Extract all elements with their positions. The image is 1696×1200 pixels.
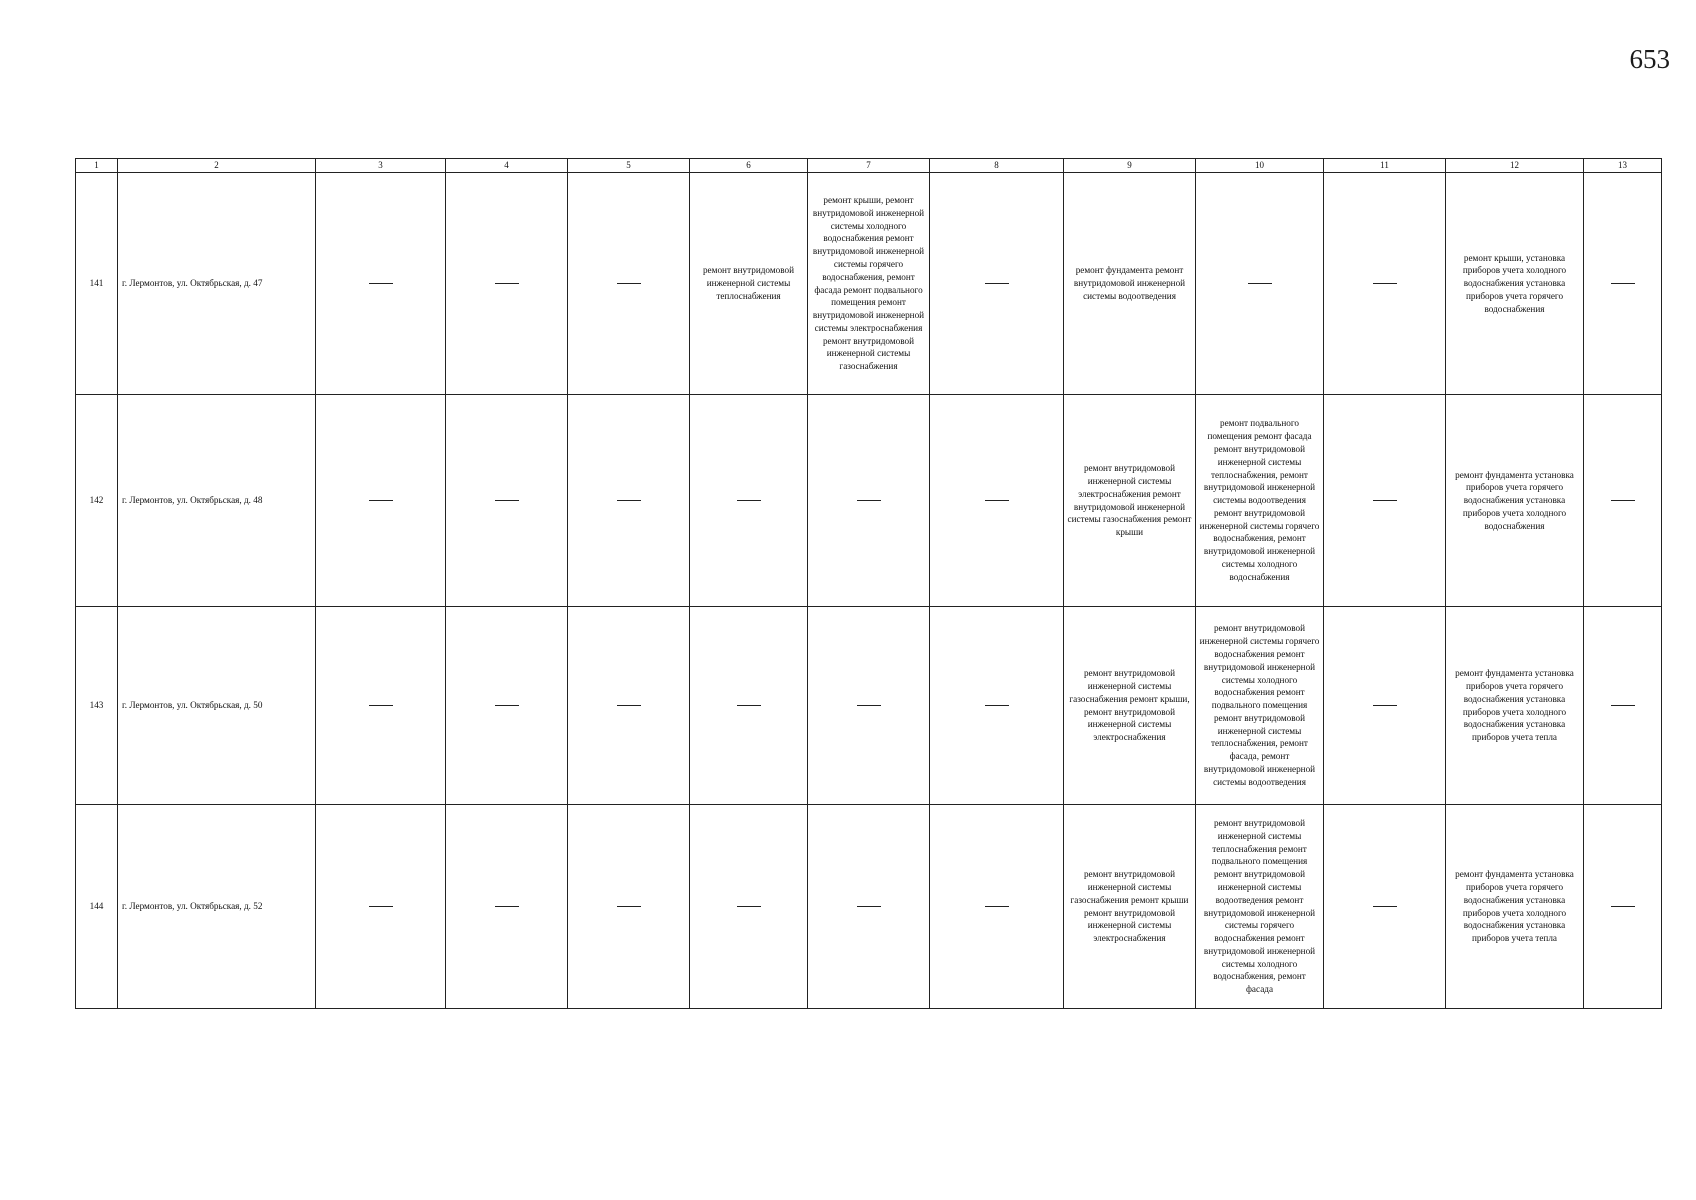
work-description: ремонт крыши, установка приборов учета холодного водоснабжения установка приборов учета горячего водоснабжения	[1462, 252, 1567, 314]
work-description: ремонт внутридомовой инженерной системы теплоснабжения ремонт подвального помещения ремонт внутридомовой инженерной системы водоотведения ремонт внутридомовой инженерной системы горячего водоснабжения ремонт внутридомовой инженерной системы холодного водоснабжения, ремонт фасада	[1203, 817, 1316, 995]
empty-cell	[930, 805, 1064, 1009]
empty-cell	[1584, 173, 1662, 395]
work-cell	[1446, 395, 1584, 607]
column-number-row	[76, 159, 1662, 173]
work-description: ремонт фундамента установка приборов учета горячего водоснабжения установка приборов учета холодного водоснабжения	[1455, 469, 1574, 531]
work-cell	[1196, 607, 1324, 805]
dash-mark	[737, 705, 761, 706]
dash-mark	[857, 500, 881, 501]
empty-cell	[568, 607, 690, 805]
table-row	[76, 607, 1662, 805]
column-number: 9	[1064, 159, 1196, 173]
address-cell: г. Лермонтов, ул. Октябрьская, д. 50	[118, 607, 316, 805]
empty-cell	[1196, 173, 1324, 395]
empty-cell	[568, 805, 690, 1009]
address-cell: г. Лермонтов, ул. Октябрьская, д. 48	[118, 395, 316, 607]
dash-mark	[617, 705, 641, 706]
dash-mark	[985, 283, 1009, 284]
empty-cell	[930, 607, 1064, 805]
column-number: 4	[446, 159, 568, 173]
address-cell: г. Лермонтов, ул. Октябрьская, д. 47	[118, 173, 316, 395]
page-number: 653	[1629, 44, 1670, 74]
empty-cell	[808, 395, 930, 607]
work-description: ремонт внутридомовой инженерной системы газоснабжения ремонт крыши ремонт внутридомовой инженерной системы электроснабжения	[1070, 869, 1189, 944]
empty-cell	[930, 173, 1064, 395]
dash-mark	[1373, 705, 1397, 706]
table-row	[76, 395, 1662, 607]
row-number: 141	[76, 173, 118, 395]
empty-cell	[1584, 607, 1662, 805]
capital-repair-table	[75, 158, 1662, 1009]
dash-mark	[495, 283, 519, 284]
empty-cell	[1324, 395, 1446, 607]
empty-cell	[446, 395, 568, 607]
column-number: 1	[76, 159, 118, 173]
dash-mark	[495, 906, 519, 907]
empty-cell	[1324, 173, 1446, 395]
empty-cell	[316, 173, 446, 395]
empty-cell	[808, 805, 930, 1009]
empty-cell	[446, 805, 568, 1009]
empty-cell	[930, 395, 1064, 607]
dash-mark	[857, 906, 881, 907]
address-cell: г. Лермонтов, ул. Октябрьская, д. 52	[118, 805, 316, 1009]
work-cell	[690, 173, 808, 395]
empty-cell	[690, 395, 808, 607]
work-cell	[1064, 607, 1196, 805]
dash-mark	[369, 705, 393, 706]
dash-mark	[1611, 283, 1635, 284]
empty-cell	[446, 173, 568, 395]
row-number: 142	[76, 395, 118, 607]
work-description: ремонт подвального помещения ремонт фасада ремонт внутридомовой инженерной системы теплоснабжения, ремонт внутридомовой инженерной системы водоотведения ремонт внутридомовой инженерной системы горячего водоснабжения, ремонт внутридомовой инженерной системы холодного водоснабжения	[1199, 418, 1320, 582]
work-description: ремонт внутридомовой инженерной системы горячего водоснабжения ремонт внутридомовой инженерной системы холодного водоснабжения ремонт подвального помещения ремонт внутридомовой инженерной системы теплоснабжения, ремонт фасада, ремонт внутридомовой инженерной системы водоотведения	[1199, 623, 1320, 787]
empty-cell	[690, 607, 808, 805]
empty-cell	[568, 395, 690, 607]
dash-mark	[737, 906, 761, 907]
dash-mark	[617, 906, 641, 907]
work-cell	[1446, 173, 1584, 395]
dash-mark	[369, 906, 393, 907]
dash-mark	[369, 500, 393, 501]
dash-mark	[369, 283, 393, 284]
dash-mark	[1611, 705, 1635, 706]
work-description: ремонт внутридомовой инженерной системы теплоснабжения	[702, 265, 795, 301]
dash-mark	[1373, 906, 1397, 907]
empty-cell	[316, 805, 446, 1009]
dash-mark	[1373, 500, 1397, 501]
empty-cell	[690, 805, 808, 1009]
work-cell	[1446, 607, 1584, 805]
column-number: 7	[808, 159, 930, 173]
dash-mark	[857, 705, 881, 706]
work-cell	[1064, 395, 1196, 607]
dash-mark	[617, 283, 641, 284]
table-row	[76, 805, 1662, 1009]
dash-mark	[985, 500, 1009, 501]
dash-mark	[495, 705, 519, 706]
dash-mark	[985, 906, 1009, 907]
column-number: 6	[690, 159, 808, 173]
column-number: 8	[930, 159, 1064, 173]
work-cell	[1196, 395, 1324, 607]
dash-mark	[617, 500, 641, 501]
dash-mark	[1248, 283, 1272, 284]
empty-cell	[1324, 805, 1446, 1009]
dash-mark	[1611, 906, 1635, 907]
column-number: 2	[118, 159, 316, 173]
row-number: 143	[76, 607, 118, 805]
work-description: ремонт фундамента установка приборов учета горячего водоснабжения установка приборов учета холодного водоснабжения установка приборов учета тепла	[1455, 668, 1574, 743]
work-description: ремонт внутридомовой инженерной системы электроснабжения ремонт внутридомовой инженерной системы газоснабжения ремонт крыши	[1067, 463, 1192, 538]
work-cell	[1446, 805, 1584, 1009]
column-number: 5	[568, 159, 690, 173]
empty-cell	[316, 607, 446, 805]
empty-cell	[1584, 395, 1662, 607]
work-cell	[1064, 805, 1196, 1009]
dash-mark	[495, 500, 519, 501]
column-number: 13	[1584, 159, 1662, 173]
work-cell	[1196, 805, 1324, 1009]
dash-mark	[985, 705, 1009, 706]
work-cell	[808, 173, 930, 395]
empty-cell	[568, 173, 690, 395]
row-number: 144	[76, 805, 118, 1009]
empty-cell	[1324, 607, 1446, 805]
empty-cell	[446, 607, 568, 805]
empty-cell	[1584, 805, 1662, 1009]
work-description: ремонт фундамента установка приборов учета горячего водоснабжения установка приборов учета холодного водоснабжения установка приборов учета тепла	[1455, 869, 1574, 944]
work-description: ремонт внутридомовой инженерной системы газоснабжения ремонт крыши, ремонт внутридомовой инженерной системы электроснабжения	[1069, 668, 1190, 743]
work-description: ремонт фундамента ремонт внутридомовой инженерной системы водоотведения	[1073, 265, 1186, 301]
column-number: 12	[1446, 159, 1584, 173]
work-description: ремонт крыши, ремонт внутридомовой инженерной системы холодного водоснабжения ремонт внутридомовой инженерной системы горячего водоснабжения, ремонт фасада ремонт подвального помещения ремонт внутридомовой инженерной системы электроснабжения ремонт внутридомовой инженерной системы газоснабжения	[812, 194, 925, 372]
empty-cell	[316, 395, 446, 607]
column-number: 3	[316, 159, 446, 173]
column-number: 11	[1324, 159, 1446, 173]
dash-mark	[1373, 283, 1397, 284]
empty-cell	[808, 607, 930, 805]
work-cell	[1064, 173, 1196, 395]
dash-mark	[737, 500, 761, 501]
table-row	[76, 173, 1662, 395]
dash-mark	[1611, 500, 1635, 501]
column-number: 10	[1196, 159, 1324, 173]
